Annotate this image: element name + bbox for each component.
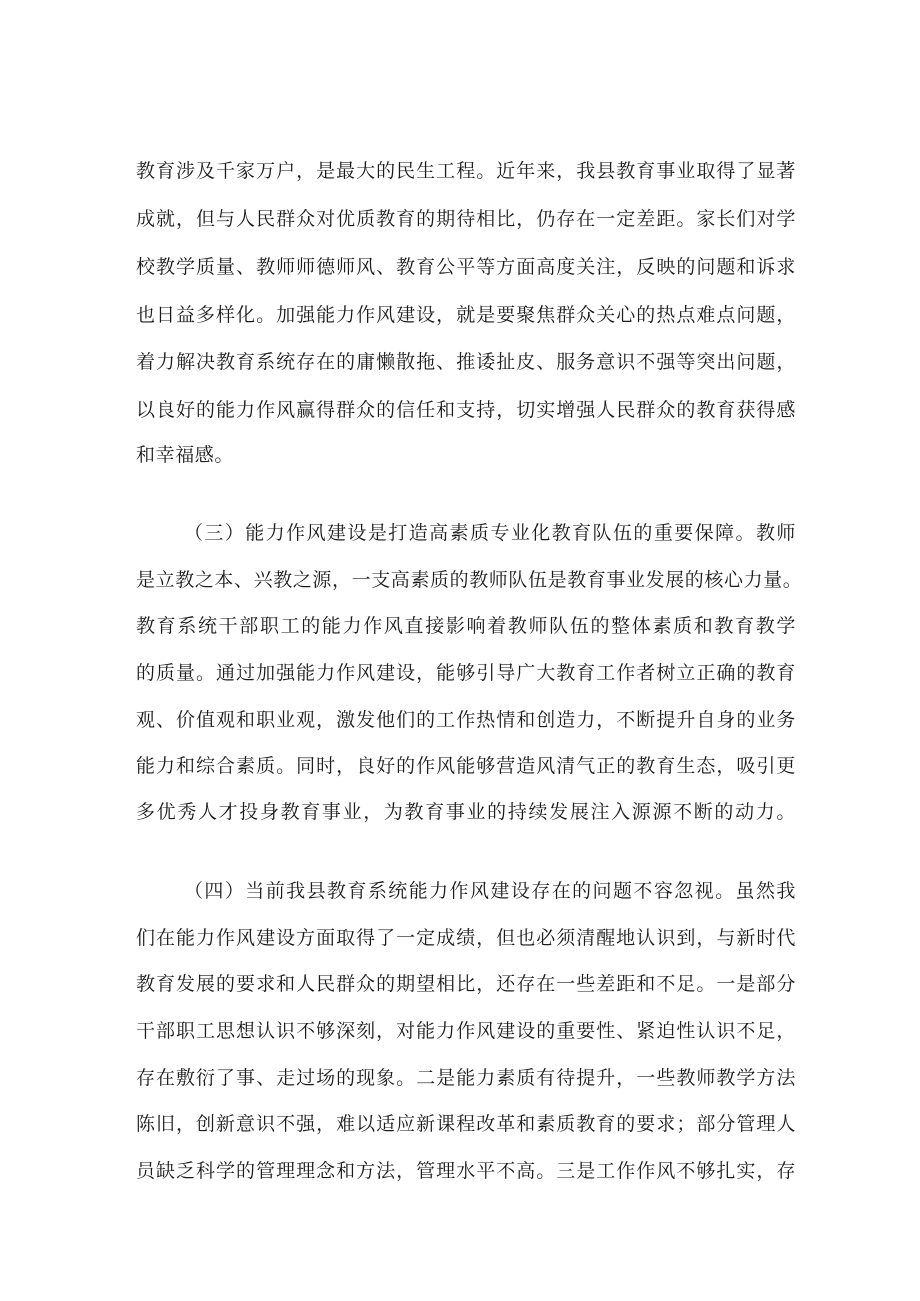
text-line: 的质量。通过加强能力作风建设，能够引导广大教育工作者树立正确的教育 — [136, 662, 796, 684]
text-line: 多优秀人才投身教育事业，为教育事业的持续发展注入源源不断的动力。 — [136, 801, 796, 823]
text-line: 员缺乏科学的管理理念和方法，管理水平不高。三是工作作风不够扎实，存 — [136, 1160, 796, 1182]
text-line: 存在敷衍了事、走过场的现象。二是能力素质有待提升，一些教师教学方法 — [136, 1067, 796, 1089]
text-line: 们在能力作风建设方面取得了一定成绩，但也必须清醒地认识到，与新时代 — [136, 927, 796, 949]
text-line: 也日益多样化。加强能力作风建设，就是要聚焦群众关心的热点难点问题， — [136, 304, 796, 326]
text-line: 观、价值观和职业观，激发他们的工作热情和创造力，不断提升自身的业务 — [136, 709, 796, 731]
text-line: 干部职工思想认识不够深刻，对能力作风建设的重要性、紧迫性认识不足， — [136, 1020, 796, 1042]
text-line: 以良好的能力作风赢得群众的信任和支持，切实增强人民群众的教育获得感 — [136, 399, 796, 421]
text-line: 校教学质量、教师师德师风、教育公平等方面高度关注，反映的问题和诉求 — [136, 256, 796, 278]
text-line: 教育系统干部职工的能力作风直接影响着教师队伍的整体素质和教育教学 — [136, 615, 796, 637]
text-line: 是立教之本、兴教之源，一支高素质的教师队伍是教育事业发展的核心力量。 — [136, 569, 803, 591]
text-line: （三）能力作风建设是打造高素质专业化教育队伍的重要保障。教师 — [184, 522, 796, 544]
text-line: 教育发展的要求和人民群众的期望相比，还存在一些差距和不足。一是部分 — [136, 973, 796, 995]
text-line: 能力和综合素质。同时，良好的作风能够营造风清气正的教育生态，吸引更 — [136, 755, 796, 777]
text-line: 教育涉及千家万户，是最大的民生工程。近年来，我县教育事业取得了显著 — [136, 160, 796, 182]
text-line: 和幸福感。 — [136, 444, 235, 466]
text-line: 着力解决教育系统存在的庸懒散拖、推诿扯皮、服务意识不强等突出问题， — [136, 351, 796, 373]
text-line: （四）当前我县教育系统能力作风建设存在的问题不容忽视。虽然我 — [184, 880, 796, 902]
text-line: 成就，但与人民群众对优质教育的期待相比，仍存在一定差距。家长们对学 — [136, 208, 796, 230]
text-line: 陈旧，创新意识不强，难以适应新课程改革和素质教育的要求；部分管理人 — [136, 1113, 796, 1135]
